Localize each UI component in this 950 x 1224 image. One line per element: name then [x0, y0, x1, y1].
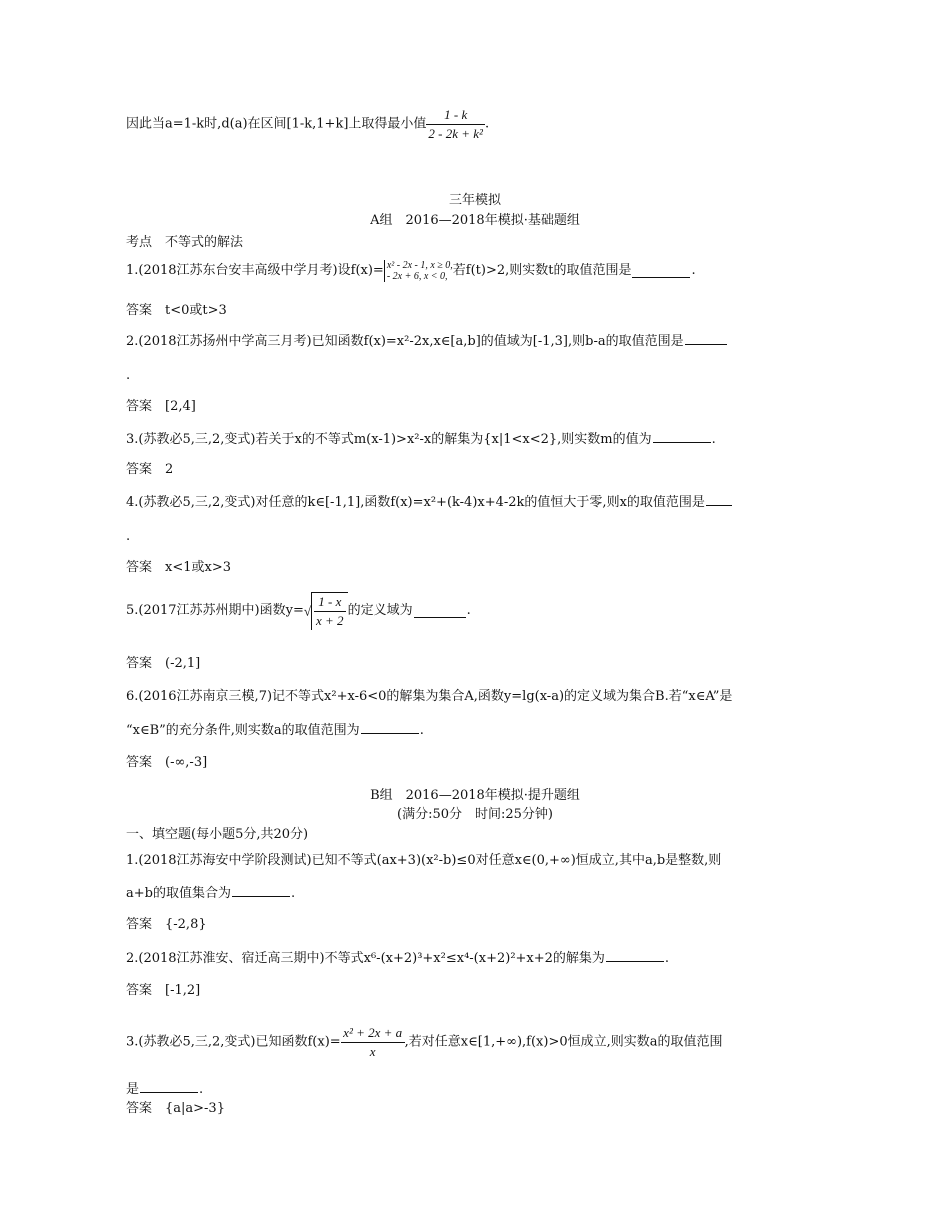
question-a3-end: .: [711, 432, 716, 447]
question-a6-line1: 6.(2016江苏南京三模,7)记不等式x²+x-6<0的解集为集合A,函数y=lg(x-a)的定义域为集合B.若“x∈A”是: [126, 689, 733, 704]
intro-fraction-numerator: 1 - k: [444, 107, 468, 122]
group-a-topic: 考点 不等式的解法: [126, 235, 244, 250]
answer-a1: 答案 t<0或t>3: [126, 303, 227, 318]
question-b3-end: .: [199, 1082, 204, 1097]
group-b-part: 一、填空题(每小题5分,共20分): [126, 827, 309, 842]
question-a1-end: .: [691, 263, 696, 278]
question-a1: [126, 260, 696, 282]
question-b2: [126, 949, 669, 968]
intro-fraction-denominator: 2 - 2k + k²: [428, 126, 483, 141]
answer-blank[interactable]: [361, 721, 419, 734]
piece-2: - 2x + 6, x < 0,: [386, 271, 448, 282]
question-a5-post: 的定义域为: [347, 603, 413, 618]
question-b3-line2: [126, 1080, 203, 1099]
answer-b1: 答案 {-2,8}: [126, 917, 207, 932]
question-b1-end: .: [290, 886, 296, 901]
question-a5: [126, 592, 471, 630]
answer-a2: 答案 [2,4]: [126, 399, 196, 414]
question-b3: [126, 1024, 723, 1061]
answer-a5: 答案 (-2,1]: [126, 656, 201, 671]
piecewise-function: [384, 260, 453, 282]
question-a5-end: .: [466, 603, 471, 618]
question-a5-pre: 5.(2017江苏苏州期中)函数y=: [126, 603, 304, 618]
question-a2: [126, 332, 728, 351]
answer-blank[interactable]: [140, 1080, 198, 1093]
question-b2-text: 2.(2018江苏淮安、宿迁高三期中)不等式x⁶-(x+2)³+x²≤x⁴-(x+2)²+x+2的解集为: [126, 951, 605, 966]
answer-a6: 答案 (-∞,-3]: [126, 755, 208, 770]
question-a1-post: 若f(t)>2,则实数t的取值范围是: [452, 263, 632, 278]
question-a5-numerator: 1 - x: [318, 594, 342, 609]
question-b3-line2-text: 是: [126, 1082, 140, 1097]
question-a4: [126, 493, 733, 512]
intro-end: .: [484, 116, 490, 132]
question-a6-line2-text: “x∈B”的充分条件,则实数a的取值范围为: [126, 723, 360, 738]
piece-1: x² - 2x - 1, x ≥ 0,: [386, 260, 453, 271]
answer-a3: 答案 2: [126, 462, 174, 477]
answer-blank[interactable]: [706, 493, 732, 506]
question-a2-text: 2.(2018江苏扬州中学高三月考)已知函数f(x)=x²-2x,x∈[a,b]的值域为[-1,3],则b-a的取值范围是: [126, 334, 684, 349]
answer-blank[interactable]: [232, 884, 290, 897]
question-a1-pre: 1.(2018江苏东台安丰高级中学月考)设f(x)=: [126, 263, 384, 278]
question-a6-line2: [126, 721, 424, 740]
answer-blank[interactable]: [632, 265, 690, 278]
group-b-title: B组 2016—2018年模拟·提升题组: [370, 788, 580, 803]
question-a4-end: .: [126, 529, 131, 544]
question-a5-fraction: [314, 593, 346, 630]
intro-text: 因此当a=1-k时,d(a)在区间[1-k,1+k]上取得最小值: [126, 116, 427, 132]
question-b3-pre: 3.(苏教必5,三,2,变式)已知函数f(x)=: [126, 1034, 341, 1050]
question-a3: [126, 430, 716, 449]
question-a2-end: .: [126, 368, 131, 383]
question-a3-text: 3.(苏教必5,三,2,变式)若关于x的不等式m(x-1)>x²-x的解集为{x|1<x<2},则实数m的值为: [126, 432, 652, 447]
answer-b3: 答案 {a|a>-3}: [126, 1101, 225, 1116]
question-a5-denominator: x + 2: [316, 613, 344, 628]
question-b3-fraction: [341, 1024, 405, 1061]
question-a6-end: .: [419, 723, 424, 738]
radical-sign-icon: √: [303, 603, 312, 619]
question-b3-post: ,若对任意x∈[1,+∞),f(x)>0恒成立,则实数a的取值范围: [404, 1034, 723, 1050]
group-b-subtitle: (满分:50分 时间:25分钟): [397, 807, 553, 822]
answer-blank[interactable]: [653, 430, 711, 443]
sqrt-expression: [304, 592, 348, 630]
answer-blank[interactable]: [685, 332, 727, 345]
question-b1-line1: 1.(2018江苏海安中学阶段测试)已知不等式(ax+3)(x²-b)≤0对任意x∈(0,+∞)恒成立,其中a,b是整数,则: [126, 853, 722, 868]
question-a4-text: 4.(苏教必5,三,2,变式)对任意的k∈[-1,1],函数f(x)=x²+(k-4)x+4-2k的值恒大于零,则x的取值范围是: [126, 495, 705, 510]
question-b1-line2-text: a+b的取值集合为: [126, 886, 231, 901]
answer-blank[interactable]: [414, 605, 466, 618]
answer-b2: 答案 [-1,2]: [126, 983, 201, 998]
answer-blank[interactable]: [606, 949, 664, 962]
group-a-title: A组 2016—2018年模拟·基础题组: [370, 213, 580, 228]
question-b1-line2: [126, 884, 295, 903]
question-b2-end: .: [664, 951, 670, 966]
question-b3-numerator: x² + 2x + a: [343, 1025, 403, 1040]
intro-line: [126, 106, 489, 143]
section-title: 三年模拟: [448, 193, 501, 208]
question-b3-denominator: x: [369, 1044, 376, 1059]
intro-fraction: [426, 106, 485, 143]
answer-a4: 答案 x<1或x>3: [126, 560, 231, 575]
